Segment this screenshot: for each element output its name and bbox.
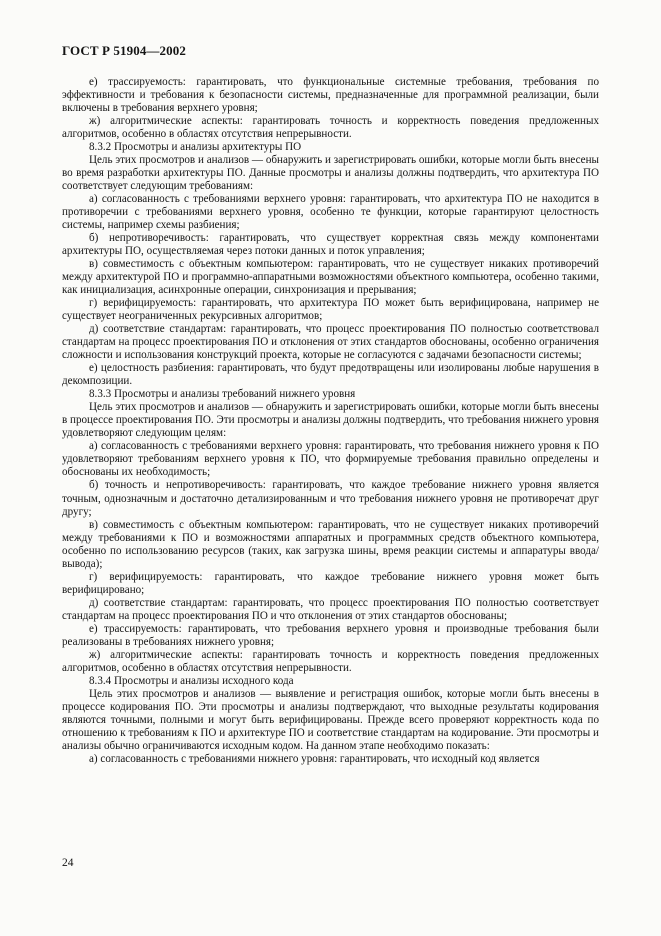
paragraph: Цель этих просмотров и анализов — выявление и регистрация ошибок, которые могли быть внесены в процессе кодирования ПО. Эти просмотры и анализы подтверждают, что выходные результаты кодирования являются точными, полными и могут быть верифицированы. Прежде всего проверяют корректность кода по отношению к требованиям к ПО и архитектуре ПО и соответствие стандартам на кодирование. Эти просмотры и анализы обычно ограничиваются исходным кодом. На данном этапе необходимо показать: xyxy=(62,687,599,752)
paragraph: е) целостность разбиения: гарантировать, что будут предотвращены или изолированы любые нарушения в декомпозиции. xyxy=(62,362,599,388)
paragraph: в) совместимость с объектным компьютером: гарантировать, что не существует никаких противоречий между архитектурой ПО и программно-аппаратными возможностями объектного компьютера, особенно такими, как инициализация, асинхронные операции, синхронизация и прерывания; xyxy=(62,258,599,297)
document-body xyxy=(62,76,599,766)
paragraph: Цель этих просмотров и анализов — обнаружить и зарегистрировать ошибки, которые могли быть внесены в процессе проектирования ПО. Эти просмотры и анализы должны подтвердить, что требования нижнего уровня удовлетворяют следующим целям: xyxy=(62,401,599,440)
paragraph: а) согласованность с требованиями нижнего уровня: гарантировать, что исходный код является xyxy=(89,752,540,765)
paragraph: Цель этих просмотров и анализов — обнаружить и зарегистрировать ошибки, которые могли быть внесены во время разработки архитектуры ПО. Данные просмотры и анализы должны подтвердить, что архитектура ПО соответствует следующим требованиям: xyxy=(62,154,599,193)
paragraph: д) соответствие стандартам: гарантировать, что процесс проектирования ПО полностью соответствует стандартам на процесс проектирования ПО и что отклонения от этих стандартов обоснованы; xyxy=(62,596,599,622)
paragraph: г) верифицируемость: гарантировать, что каждое требование нижнего уровня может быть верифицировано; xyxy=(62,570,599,596)
paragraph: ж) алгоритмические аспекты: гарантировать точность и корректность поведения предложенных алгоритмов, особенно в областях отсутствия непрерывности. xyxy=(62,115,599,141)
paragraph: г) верифицируемость: гарантировать, что архитектура ПО может быть верифицирована, например не существует неограниченных рекурсивных алгоритмов; xyxy=(62,297,599,323)
paragraph: а) согласованность с требованиями верхнего уровня: гарантировать, что требования нижнего уровня к ПО удовлетворяют требованиям верхнего уровня к ПО, что формируемые требования правильно определены и обоснованы их необходимость; xyxy=(62,440,599,479)
paragraph: ж) алгоритмические аспекты: гарантировать точность и корректность поведения предложенных алгоритмов, особенно в областях отсутствия непрерывности. xyxy=(62,648,599,674)
paragraph: д) соответствие стандартам: гарантировать, что процесс проектирования ПО полностью соответствовал стандартам на процесс проектирования ПО и отклонения от этих стандартов обоснованы, особенно ограничения сложности и использования конструкций проекта, которые не согласуются с задачами безопасности системы; xyxy=(62,323,599,362)
page-number: 24 xyxy=(62,857,74,869)
paragraph: б) точность и непротиворечивость: гарантировать, что каждое требование нижнего уровня является точным, однозначным и достаточно детализированным и что требования нижнего уровня не противоречат друг другу; xyxy=(62,479,599,518)
paragraph: в) совместимость с объектным компьютером: гарантировать, что не существует никаких противоречий между требованиями к ПО и возможностями аппаратных и программных средств объектного компьютера, особенно по использованию ресурсов (таких, как загрузка шины, время реакции системы и аппаратуры ввода/вывода); xyxy=(62,518,599,570)
paragraph: е) трассируемость: гарантировать, что требования верхнего уровня и производные требования были реализованы в требованиях нижнего уровня; xyxy=(62,622,599,648)
paragraph: б) непротиворечивость: гарантировать, что существует корректная связь между компонентами архитектуры ПО, осуществляемая через потоки данных и поток управления; xyxy=(62,232,599,258)
document-header: ГОСТ Р 51904—2002 xyxy=(62,43,186,58)
paragraph: а) согласованность с требованиями верхнего уровня: гарантировать, что архитектура ПО не находится в противоречии с требованиями верхнего уровня, особенно те функции, которые гарантируют целостность системы, например схемы разбиения; xyxy=(62,193,599,232)
section-heading: 8.3.3 Просмотры и анализы требований нижнего уровня xyxy=(89,388,356,401)
section-heading: 8.3.2 Просмотры и анализы архитектуры ПО xyxy=(89,141,302,154)
section-heading: 8.3.4 Просмотры и анализы исходного кода xyxy=(89,674,294,687)
paragraph: е) трассируемость: гарантировать, что функциональные системные требования, требования по эффективности и требования к безопасности системы, предназначенные для программной реализации, были включены в требования верхнего уровня; xyxy=(62,76,599,115)
